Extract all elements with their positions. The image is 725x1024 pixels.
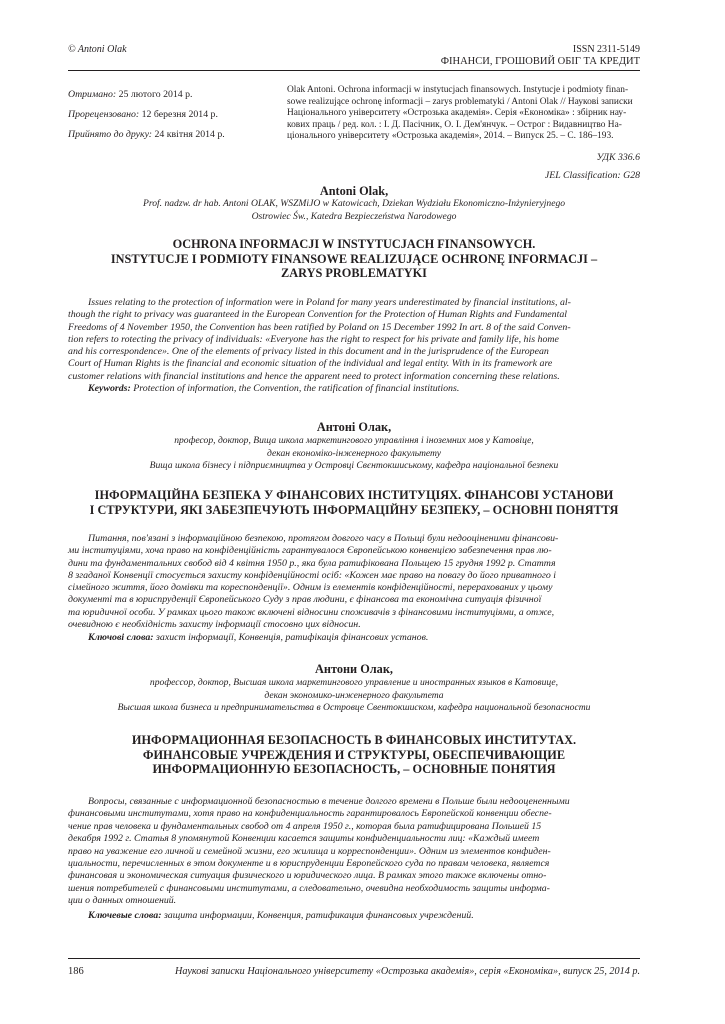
accepted-date: Прийнято до друку: 24 квітня 2014 р. (68, 129, 225, 140)
abstract-line: ции о данных отношений. (68, 895, 177, 907)
abstract-line: чение прав человека и фундаментальных свобод от 4 апреля 1950 г., которая была ратифицирована Польшей 15 (68, 820, 542, 832)
keywords-english (88, 383, 640, 395)
footer-rule (68, 958, 640, 959)
citation-block (287, 85, 640, 143)
keywords-label: Ключові слова: (88, 632, 154, 643)
keywords-text: защита информации, Конвенция, ратификация финансовых учреждений. (161, 910, 474, 921)
title-line: ИНФОРМАЦИОННАЯ БЕЗОПАСНОСТЬ В ФИНАНСОВЫХ ИНСТИТУТАХ. (131, 733, 577, 747)
abstract-line: Freedoms of 4 November 1950, the Convention has been ratified by Poland on 15 December 1992 In art. 8 of the said Conven- (68, 321, 571, 333)
keywords-label: Ключевые слова: (88, 910, 162, 921)
footer-journal: Наукові записки Національного університету «Острозька академія», серія «Економіка», випуск 25, 2014 р. (175, 966, 640, 977)
reviewed-date: Прорецензовано: 12 березня 2014 р. (68, 109, 218, 120)
journal-section: ФІНАНСИ, ГРОШОВИЙ ОБІГ ТА КРЕДИТ (440, 56, 640, 67)
article-title-polish (68, 237, 640, 281)
abstract-line: финансовая и экономическая ситуация физического и юридического лица. В рамках этого также включены отно- (68, 870, 547, 882)
abstract-line: документі та в юриспруденції Європейського Суду з прав людини, є фінансова та економічна ситуація фізичної (68, 594, 542, 606)
abstract-line: ми інституціями, хоча право на конфіденційність гарантувалося Європейською конвенцією забезпечення прав лю- (68, 545, 552, 557)
abstract-english (68, 297, 640, 383)
abstract-line: though the right to privacy was guaranteed in the European Convention for the Protection of Human Rights and Fundamental (68, 309, 567, 321)
affiliation-line: декан экономико-инженерного факультета (264, 689, 444, 701)
abstract-russian (68, 796, 640, 908)
abstract-line: сімейного життя, його домівки та кореспонденції». Одним із елементів конфіденційності, перерахованих у цьому (68, 582, 553, 594)
abstract-line: customer relations with financial institutions and hence the apparent need to protect information concerning these relations. (68, 370, 560, 382)
title-line: І СТРУКТУРИ, ЯКІ ЗАБЕЗПЕЧУЮТЬ ІНФОРМАЦІЙНУ БЕЗПЕКУ, – ОСНОВНІ ПОНЯТТЯ (89, 502, 619, 517)
author-affiliation-polish (68, 198, 640, 223)
article-dates (68, 85, 268, 145)
title-line: ИНФОРМАЦИОННУЮ БЕЗОПАСНОСТЬ, – ОСНОВНЫЕ ПОНЯТИЯ (152, 762, 556, 777)
received-date: Отримано: 25 лютого 2014 р. (68, 89, 193, 100)
keywords-label: Keywords: (88, 383, 131, 394)
title-line: ІНФОРМАЦІЙНА БЕЗПЕКА У ФІНАНСОВИХ ІНСТИТУЦІЯХ. ФІНАНСОВІ УСТАНОВИ (94, 488, 614, 502)
article-title-ukrainian (68, 488, 640, 517)
title-line: ФИНАНСОВЫЕ УЧРЕЖДЕНИЯ И СТРУКТУРЫ, ОБЕСПЕЧИВАЮЩИЕ (142, 747, 566, 762)
affiliation-line: Вища школа бізнесу і підприємництва у Островці Свєнтокшиському, кафедра національної безпеки (149, 460, 559, 472)
title-line: ZARYS PROBLEMATYKI (281, 266, 427, 281)
udc-code: УДК 336.6 (596, 152, 640, 163)
abstract-line: финансовыми институтами, хотя право на конфиденциальность гарантировалось Европейской конвенции обеспе- (68, 808, 552, 820)
abstract-line: Court of Human Rights is the financial and economic situation of the individual and legal entity. With in its framework are (68, 358, 553, 370)
abstract-line: дини та фундаментальних свобод від 4 квітня 1950 р., яка була ратифікована Польщею 15 грудня 1992 р. Стаття (68, 557, 556, 569)
jel-classification: JEL Classification: G28 (544, 170, 640, 181)
abstract-line: Issues relating to the protection of information were in Poland for many years underestimated by financial institutions, al- (88, 297, 571, 308)
page-number: 186 (68, 966, 84, 977)
abstract-line: Питання, пов'язані з інформаційною безпекою, протягом довгого часу в Польщі були недооціненими фінансови- (88, 533, 559, 544)
abstract-line: циальности, перечисленных в этом документе и в юриспруденции Европейского суда по правам человека, является (68, 858, 550, 870)
affiliation-line: профессор, доктор, Высшая школа маркетингового управление и иностранных языков в Катовице, (149, 677, 559, 688)
keywords-text: Protection of information, the Convention, the ratification of financial institutions. (130, 383, 460, 394)
affiliation-line: професор, доктор, Вища школа маркетингового управління і іноземних мов у Катовіце, (174, 435, 534, 446)
citation-line: ціонального університету «Острозька академія», 2014. – Випуск 25. – С. 186–193. (287, 131, 614, 141)
abstract-line: tion refers to rotecting the privacy of individuals: «Everyone has the right to respect for his private and family life, his home (68, 333, 559, 345)
author-name-polish: Antoni Olak, (319, 184, 389, 198)
abstract-ukrainian (68, 533, 640, 631)
citation-line: Olak Antoni. Ochrona informacji w instytucjach finansowych. Instytucje i podmioty finan- (287, 85, 629, 95)
article-title-russian (68, 733, 640, 777)
header-rule (68, 70, 640, 71)
affiliation-line: Prof. nadzw. dr hab. Antoni OLAK, WSZMiJO w Katowicach, Dziekan Wydziału Ekonomiczno-Inżynieryjnego (142, 198, 566, 209)
abstract-line: очевидною є необхідність захисту інформації стосовно цих відносин. (68, 619, 361, 631)
title-line: INSTYTUCJE I PODMIOTY FINANSOWE REALIZUJĄCE OCHRONĘ INFORMACJI – (110, 251, 598, 266)
citation-line: Національного університету «Острозька академія». Серія «Економіка» : збірник нау- (287, 108, 627, 118)
abstract-line: 8 згаданої Конвенції стосується захисту конфіденційності осіб: «Кожен має право на повагу до його приватного і (68, 569, 556, 581)
keywords-text: захист інформації, Конвенція, ратифікація фінансових установ. (153, 632, 429, 643)
affiliation-line: декан економіко-інженерного факультету (266, 447, 442, 459)
copyright-notice: © Antoni Olak (68, 44, 127, 55)
affiliation-line: Ostrowiec Św., Katedra Bezpieczeństwa Narodowego (251, 210, 457, 222)
abstract-line: право на уважение его личной и семейной жизни, его жилища и корреспонденции». Одним из элементов конфиден- (68, 845, 551, 857)
keywords-russian (88, 910, 640, 922)
title-line: OCHRONA INFORMACJI W INSTYTUCJACH FINANSOWYCH. (172, 237, 536, 251)
affiliation-line: Высшая школа бизнеса и предпринимательства в Островце Свентокшиском, кафедра национальной безопасности (117, 702, 591, 714)
author-affiliation-ukrainian (68, 435, 640, 473)
author-name-ukrainian: Антоні Олак, (316, 420, 392, 434)
abstract-line: and his correspondence». One of the elements of privacy listed in this document and in the jurisprudence of the European (68, 346, 549, 358)
abstract-line: та юридичної особи. У рамках цього також включені відносини споживачів з фінансовими інституціями, а отже, (68, 606, 555, 618)
citation-line: кових праць / ред. кол. : І. Д. Пасічник, О. І. Дем'янчук. – Острог : Видавництво На- (287, 119, 622, 130)
author-name-russian: Антони Олак, (314, 662, 393, 676)
keywords-ukrainian (88, 632, 640, 644)
abstract-line: декабря 1992 г. Статья 8 упомянутой Конвенции касается защиты конфиденциальности лиц: «Каждый имеет (68, 833, 540, 845)
abstract-line: шения потребителей с финансовыми институтами, а следовательно, очевидна необходимость защиты информа- (68, 882, 550, 894)
author-affiliation-russian (68, 677, 640, 715)
citation-line: sowe realizujące ochronę informacji – zarys problematyki / Antoni Olak // Наукові записки (287, 96, 633, 107)
abstract-line: Вопросы, связанные с информационной безопасностью в течение долгого времени в Польше были недооцененными (88, 796, 570, 807)
issn: ISSN 2311-5149 (572, 44, 640, 55)
